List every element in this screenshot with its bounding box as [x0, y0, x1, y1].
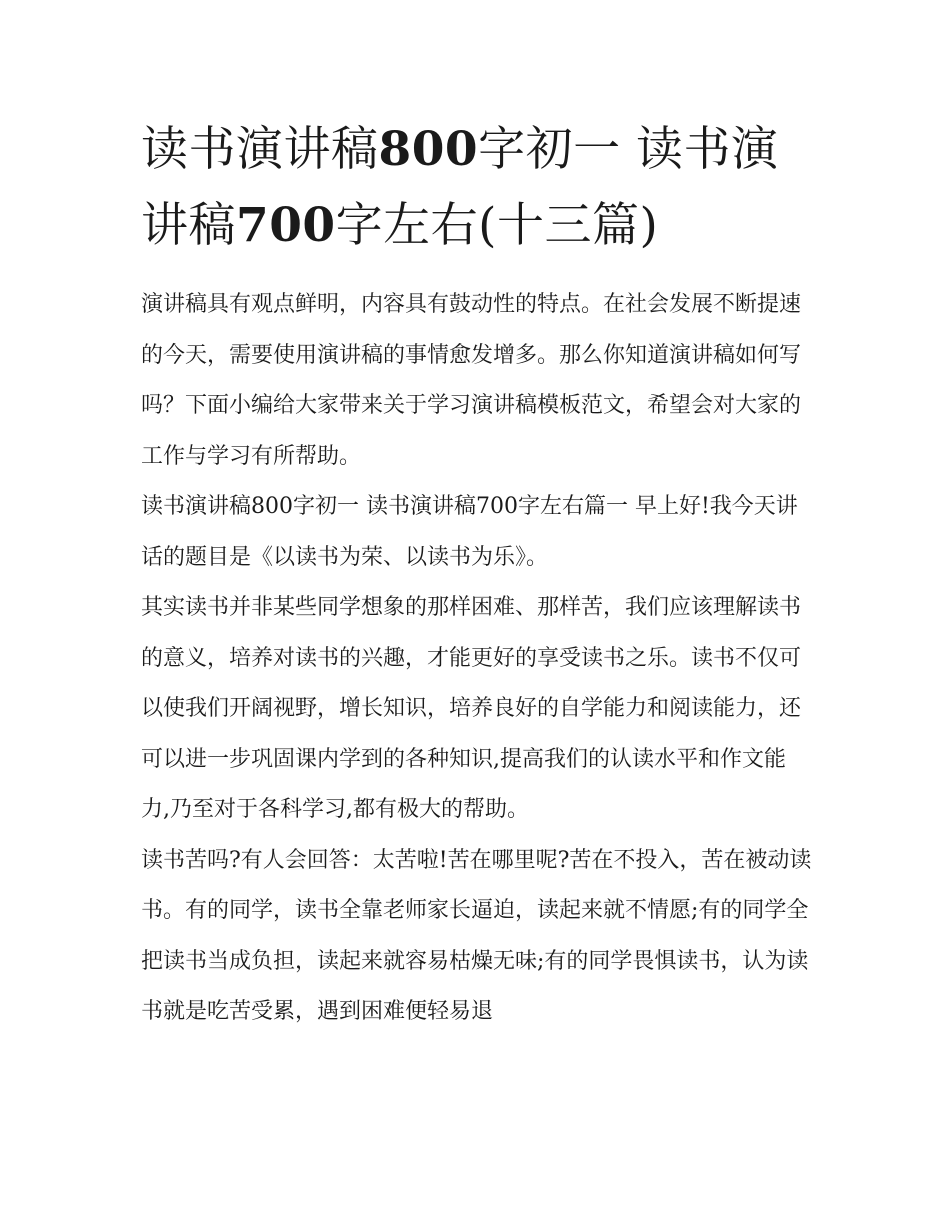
title-number: 800: [378, 122, 479, 177]
title-text: 字左右(十三篇): [335, 198, 659, 253]
title-text: 字初一 读书演讲稿: [141, 122, 779, 253]
paragraph-reading-meaning: 其实读书并非某些同学想象的那样困难、那样苦，我们应该理解读书的意义，培养对读书的兴趣，才能更好的享受读书之乐。读书不仅可以使我们开阔视野，增长知识，培养良好的自学能力和阅读能力，还可以进一步巩固课内学到的各种知识,提高我们的认读水平和作文能力,乃至对于各科学习,都有极大的帮助。: [141, 595, 802, 822]
title-number: 700: [236, 198, 336, 253]
title-text: 读书演讲稿: [141, 122, 379, 177]
paragraph-intro: 演讲稿具有观点鲜明，内容具有鼓动性的特点。在社会发展不断提速的今天，需要使用演讲稿的事情愈发增多。那么你知道演讲稿如何写吗？下面小编给大家带来关于学习演讲稿模板范文，希望会对大家的工作与学习有所帮助。: [141, 292, 802, 469]
paragraph-speech-opening: 读书演讲稿800字初一 读书演讲稿700字左右篇一 早上好!我今天讲话的题目是《以读书为荣、以读书为乐》。: [141, 494, 798, 570]
paragraph-reading-hardship: 读书苦吗?有人会回答：太苦啦!苦在哪里呢?苦在不投入，苦在被动读书。有的同学，读书全靠老师家长逼迫，读起来就不情愿;有的同学全把读书当成负担，读起来就容易枯燥无味;有的同学畏惧读书，认为读书就是吃苦受累，遇到困难便轻易退: [141, 847, 812, 1024]
document-page: [141, 112, 813, 1038]
document-body: [141, 280, 813, 1038]
document-title: [141, 112, 813, 264]
